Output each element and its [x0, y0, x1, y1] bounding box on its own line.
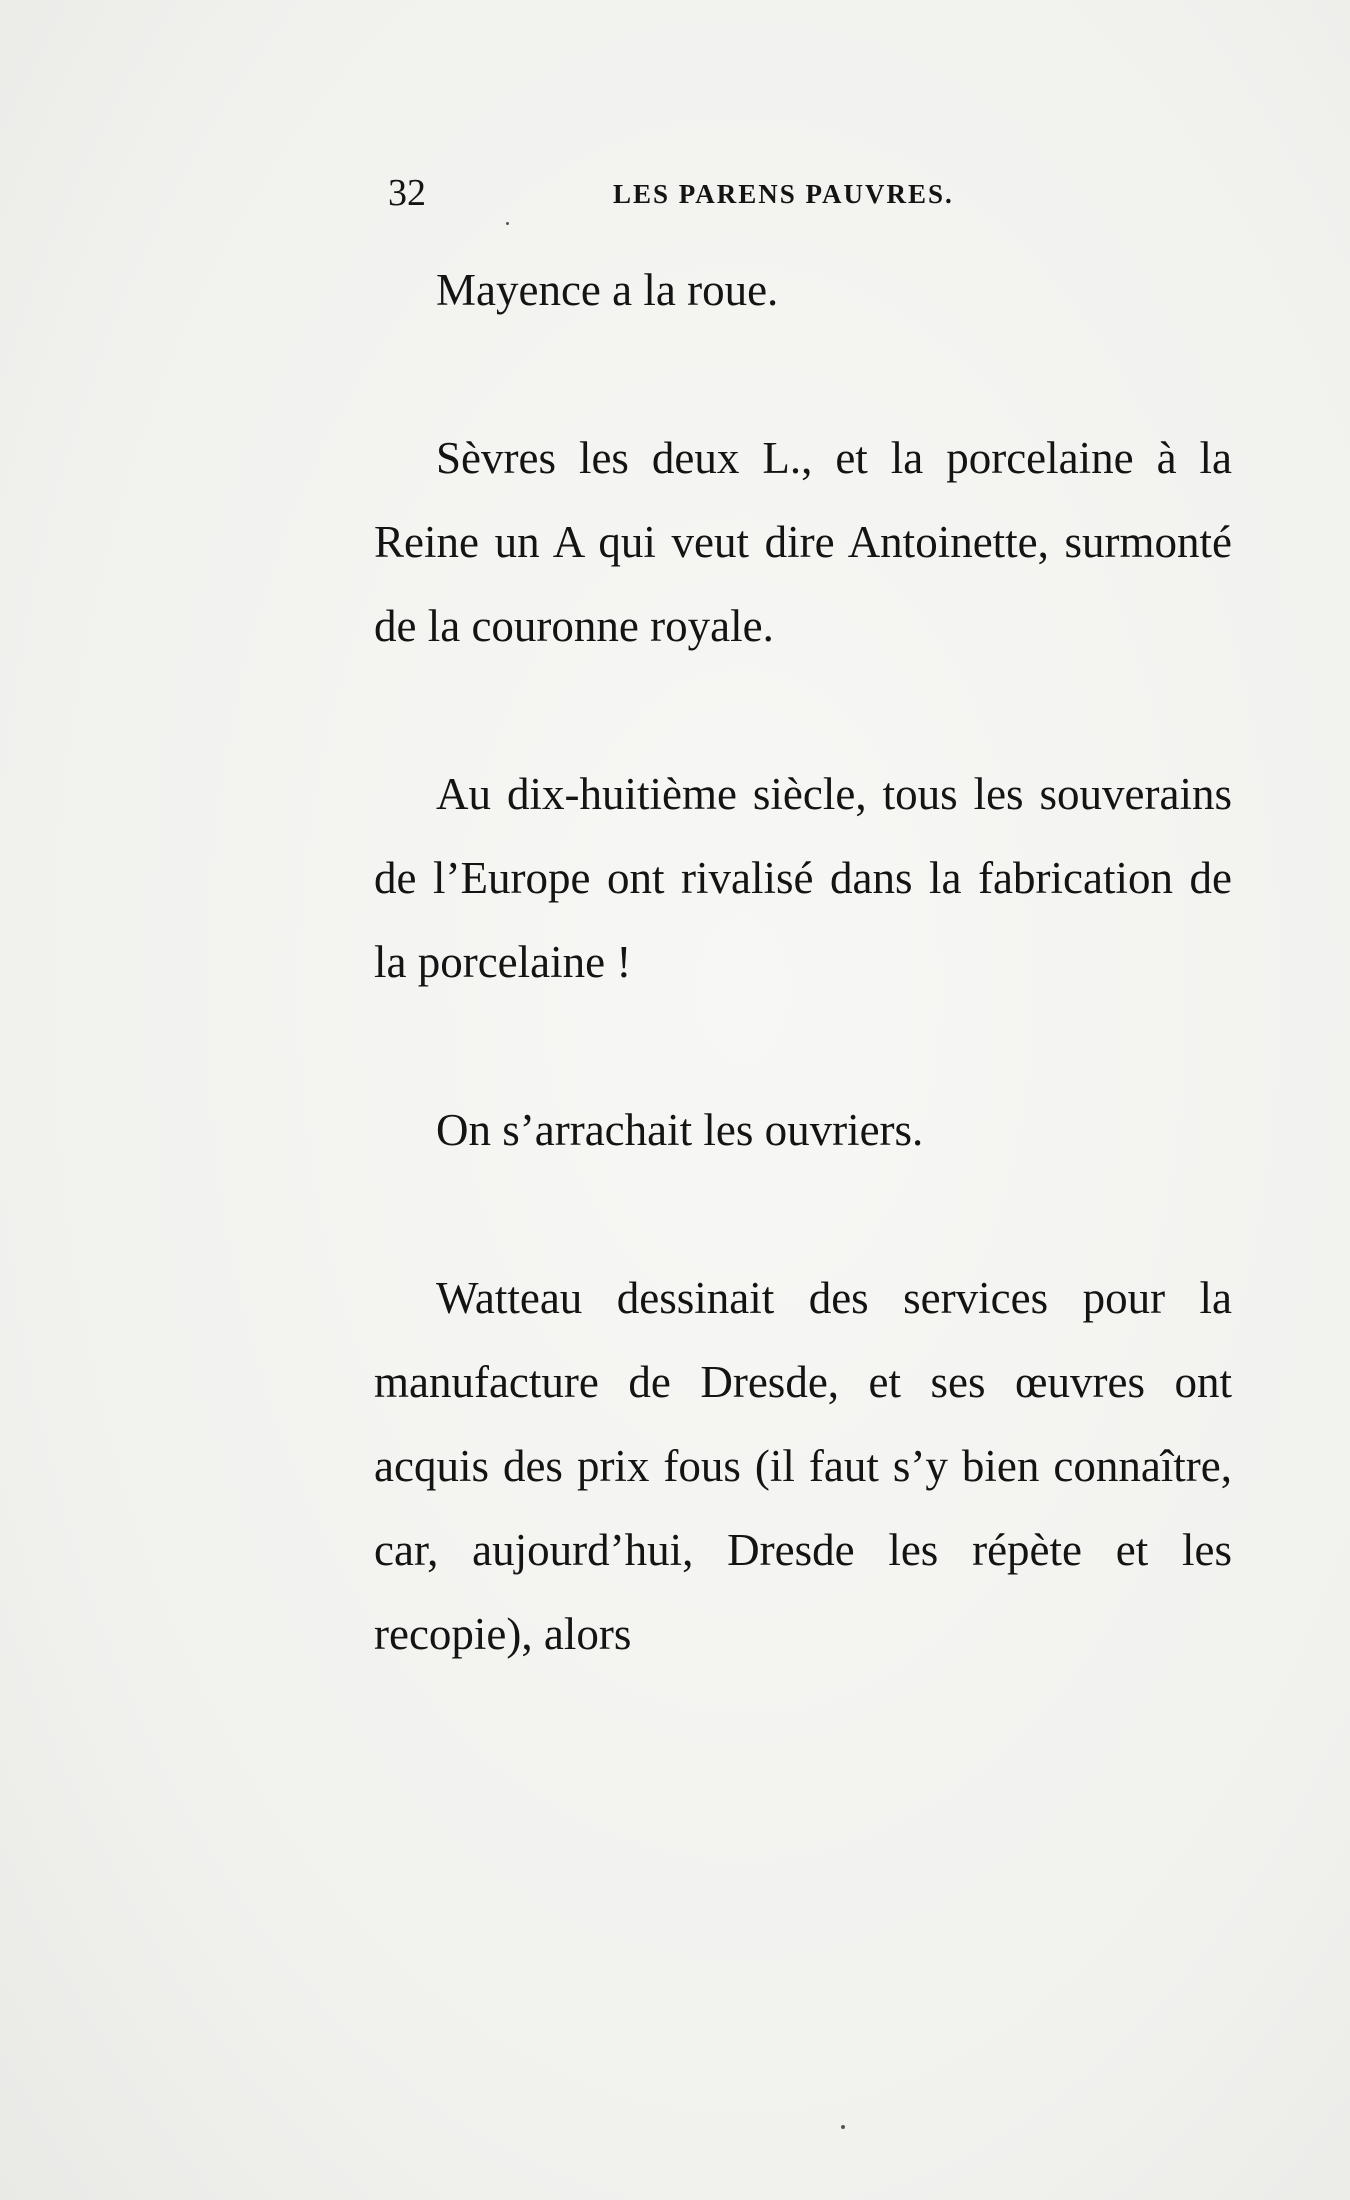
paragraph-5: Watteau dessinait des services pour la manufacture de Dresde, et ses œuvres ont acquis des prix fous (il faut s’y bien connaître, car, aujourd’hui, Dresde les répète et les recopie), alors: [374, 1273, 1232, 1659]
page-number: 32: [388, 172, 426, 214]
paragraph-1: Mayence a la roue.: [436, 265, 779, 315]
paragraph-4: On s’arrachait les ouvriers.: [436, 1105, 924, 1155]
running-title: LES PARENS PAUVRES.: [613, 179, 954, 209]
paragraph-2: Sèvres les deux L., et la porcelaine à la Reine un A qui veut dire Antoinette, surmonté de la couronne royale.: [374, 433, 1232, 651]
page-header: [388, 168, 1058, 218]
paragraph-3: Au dix-huitième siècle, tous les souverains de l’Europe ont rivalisé dans la fabrication de la porcelaine !: [374, 769, 1232, 987]
body-text: [374, 248, 1232, 1676]
paper-speck: [506, 222, 509, 225]
paper-speck: [841, 2125, 845, 2129]
